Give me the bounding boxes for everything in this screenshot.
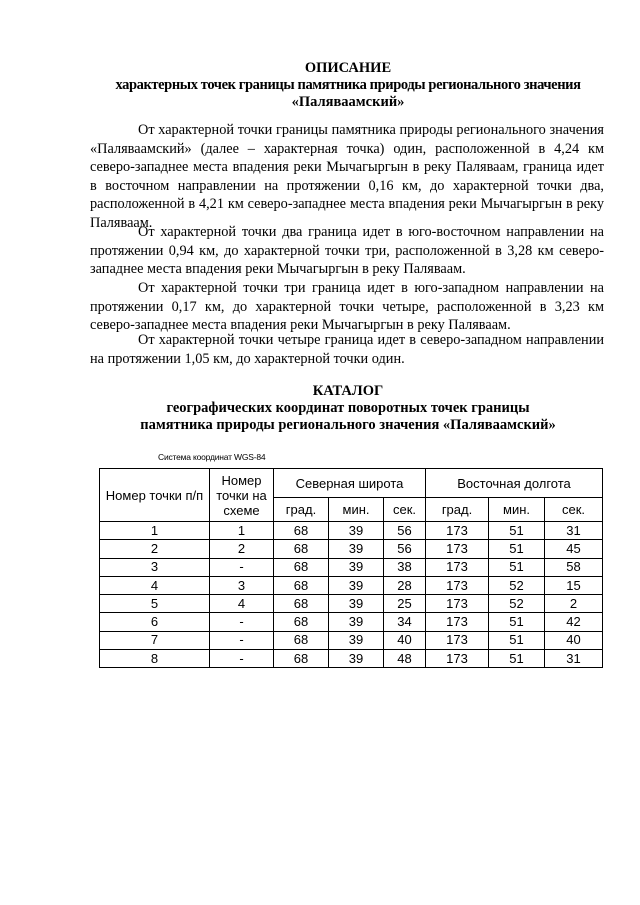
- cell-lat-sec: 40: [384, 631, 426, 649]
- table-row: [100, 613, 603, 631]
- cell-lat-min: 39: [329, 576, 384, 594]
- cell-scheme-number: 4: [210, 595, 274, 613]
- table-row: [100, 595, 603, 613]
- header-scheme-number: Номер точки на схеме: [210, 469, 274, 522]
- cell-lon-sec: 45: [545, 540, 603, 558]
- cell-lon-min: 52: [489, 576, 545, 594]
- catalog-heading: КАТАЛОГ: [312, 383, 384, 399]
- cell-lon-sec: 15: [545, 576, 603, 594]
- cell-scheme-number: 3: [210, 576, 274, 594]
- header-lat-min: мин.: [329, 498, 384, 522]
- cell-lon-sec: 58: [545, 558, 603, 576]
- cell-point-number: 8: [100, 650, 210, 668]
- cell-lat-min: 39: [329, 540, 384, 558]
- cell-lon-min: 51: [489, 522, 545, 540]
- header-lon-sec: сек.: [545, 498, 603, 522]
- header-north-latitude: Северная широта: [274, 469, 426, 498]
- table-row: [100, 631, 603, 649]
- cell-scheme-number: -: [210, 631, 274, 649]
- cell-point-number: 2: [100, 540, 210, 558]
- cell-lon-min: 51: [489, 540, 545, 558]
- cell-lon-min: 51: [489, 613, 545, 631]
- cell-lat-deg: 68: [274, 631, 329, 649]
- cell-lon-deg: 173: [426, 650, 489, 668]
- cell-lon-deg: 173: [426, 595, 489, 613]
- cell-lat-min: 39: [329, 522, 384, 540]
- cell-point-number: 7: [100, 631, 210, 649]
- cell-lat-sec: 56: [384, 522, 426, 540]
- catalog-subheading-line2: памятника природы регионального значения «Паляваамский»: [140, 417, 556, 433]
- cell-scheme-number: -: [210, 650, 274, 668]
- cell-point-number: 1: [100, 522, 210, 540]
- cell-point-number: 5: [100, 595, 210, 613]
- cell-lon-sec: 31: [545, 522, 603, 540]
- description-subheading-line1: характерных точек границы памятника природы регионального значения: [115, 77, 581, 93]
- cell-lon-sec: 40: [545, 631, 603, 649]
- description-heading: ОПИСАНИЕ: [304, 60, 392, 76]
- cell-lat-sec: 34: [384, 613, 426, 631]
- cell-lat-sec: 25: [384, 595, 426, 613]
- description-paragraph: От характерной точки два граница идет в юго-восточном направлении на протяжении 0,94 км, до характерной точки три, расположенной в 3,28 км северо-западнее места впадения реки Мычагыргын в реку Паляваам.: [90, 224, 604, 278]
- cell-lat-deg: 68: [274, 613, 329, 631]
- cell-lat-sec: 56: [384, 540, 426, 558]
- cell-lat-min: 39: [329, 595, 384, 613]
- description-paragraph: От характерной точки границы памятника природы регионального значения «Паляваамский» (далее – характерная точка) один, расположенной в 4,24 км северо-западнее места впадения реки Мычагыргын в реку Паляваам, граница идет в восточном направлении на протяжении 0,16 км, до характерной точки два, расположенной в 4,21 км северо-западнее места впадения реки Мычагыргын в реку Паляваам.: [90, 122, 604, 231]
- cell-lon-sec: 42: [545, 613, 603, 631]
- cell-lat-sec: 28: [384, 576, 426, 594]
- cell-lon-min: 51: [489, 558, 545, 576]
- cell-lat-deg: 68: [274, 558, 329, 576]
- cell-lat-deg: 68: [274, 522, 329, 540]
- cell-scheme-number: -: [210, 613, 274, 631]
- cell-point-number: 6: [100, 613, 210, 631]
- description-paragraph: От характерной точки четыре граница идет в северо-западном направлении на протяжении 1,05 км, до характерной точки один.: [90, 332, 604, 367]
- cell-lat-deg: 68: [274, 540, 329, 558]
- cell-lat-min: 39: [329, 631, 384, 649]
- table-row: [100, 576, 603, 594]
- table-row: [100, 558, 603, 576]
- cell-lat-min: 39: [329, 613, 384, 631]
- cell-lat-min: 39: [329, 650, 384, 668]
- cell-scheme-number: -: [210, 558, 274, 576]
- cell-scheme-number: 1: [210, 522, 274, 540]
- cell-lon-deg: 173: [426, 522, 489, 540]
- coordinates-table: [99, 468, 603, 668]
- cell-lon-min: 51: [489, 631, 545, 649]
- catalog-subheading-line1: географических координат поворотных точек границы: [166, 400, 530, 416]
- cell-lat-sec: 48: [384, 650, 426, 668]
- cell-lon-min: 52: [489, 595, 545, 613]
- table-row: [100, 522, 603, 540]
- cell-lon-deg: 173: [426, 613, 489, 631]
- cell-lat-deg: 68: [274, 595, 329, 613]
- cell-lon-sec: 2: [545, 595, 603, 613]
- header-lon-min: мин.: [489, 498, 545, 522]
- table-row: [100, 540, 603, 558]
- header-lat-deg: град.: [274, 498, 329, 522]
- description-subheading-line2: «Паляваамский»: [291, 94, 405, 110]
- cell-lat-min: 39: [329, 558, 384, 576]
- cell-lat-sec: 38: [384, 558, 426, 576]
- header-east-longitude: Восточная долгота: [426, 469, 603, 498]
- header-point-number: Номер точки п/п: [100, 469, 210, 522]
- table-row: [100, 650, 603, 668]
- description-paragraph: От характерной точки три граница идет в юго-западном направлении на протяжении 0,17 км, до характерной точки четыре, расположенной в 3,23 км северо-западнее места впадения реки Мычагыргын в реку Паляваам.: [90, 280, 604, 334]
- cell-lon-sec: 31: [545, 650, 603, 668]
- cell-lon-deg: 173: [426, 558, 489, 576]
- cell-lon-deg: 173: [426, 576, 489, 594]
- cell-point-number: 3: [100, 558, 210, 576]
- coordinate-system-label: Система координат WGS-84: [158, 452, 266, 462]
- cell-lon-deg: 173: [426, 631, 489, 649]
- cell-lon-min: 51: [489, 650, 545, 668]
- header-lon-deg: град.: [426, 498, 489, 522]
- cell-point-number: 4: [100, 576, 210, 594]
- cell-scheme-number: 2: [210, 540, 274, 558]
- cell-lon-deg: 173: [426, 540, 489, 558]
- header-lat-sec: сек.: [384, 498, 426, 522]
- cell-lat-deg: 68: [274, 576, 329, 594]
- cell-lat-deg: 68: [274, 650, 329, 668]
